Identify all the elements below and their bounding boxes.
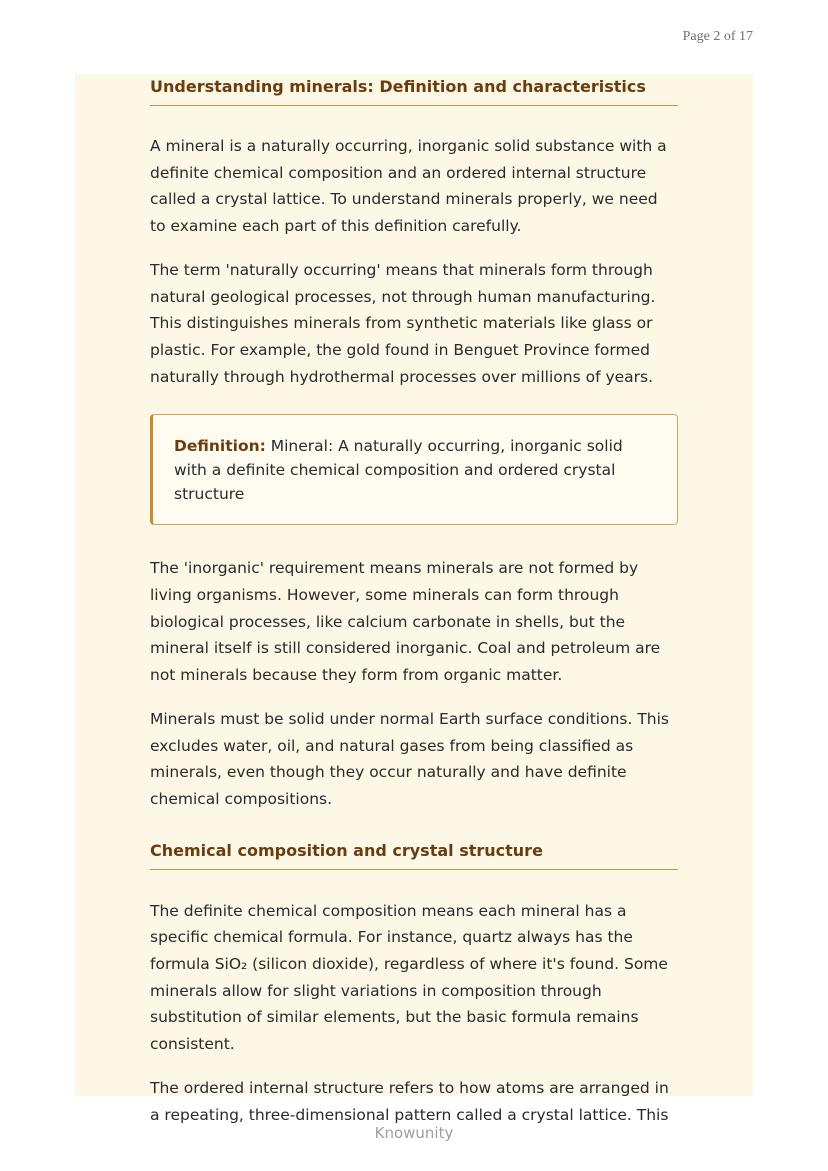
footer-brand: Knowunity <box>374 1124 454 1142</box>
section-heading-chemical-composition: Chemical composition and crystal structure <box>150 841 678 870</box>
definition-text: Mineral: A naturally occurring, inorganic solid with a definite chemical composition and ordered crystal structure <box>174 437 623 504</box>
definition-label: Definition: <box>174 437 266 456</box>
paragraph-chemical-composition: The definite chemical composition means each mineral has a specific chemical formula. For instance, quartz always has the formula SiO₂ (silicon dioxide), regardless of where it's found. Some minerals allow for slight variations in composition through substitution of similar elements, but the basic formula remains consistent. <box>150 901 668 1054</box>
paragraph-inorganic: The 'inorganic' requirement means minerals are not formed by living organisms. However, some minerals can form through biological processes, like calcium carbonate in shells, but the mineral itself is still considered inorganic. Coal and petroleum are not minerals because they form from organic matter. <box>150 559 661 685</box>
paragraph-solid: Minerals must be solid under normal Earth surface conditions. This excludes water, oil, and natural gases from being classified as minerals, even though they occur naturally and have definite chemical compositions. <box>150 709 669 808</box>
paragraph-crystal-lattice: The ordered internal structure refers to how atoms are arranged in a repeating, three-dimensional pattern called a crystal lattice. This <box>150 1078 669 1124</box>
document-content <box>150 74 678 1128</box>
paragraph-mineral-definition: A mineral is a naturally occurring, inorganic solid substance with a definite chemical composition and an ordered internal structure called a crystal lattice. To understand minerals properly, we need to examine each part of this definition carefully. <box>150 137 667 236</box>
paragraph-naturally-occurring: The term 'naturally occurring' means that minerals form through natural geological processes, not through human manufacturing. This distinguishes minerals from synthetic materials like glass or plastic. For example, the gold found in Benguet Province formed naturally through hydrothermal processes over millions of years. <box>150 260 656 386</box>
page-number: Page 2 of 17 <box>682 29 753 44</box>
definition-box <box>150 414 678 525</box>
section-heading-minerals: Understanding minerals: Definition and characteristics <box>150 77 678 106</box>
document-sheet <box>75 74 753 1124</box>
